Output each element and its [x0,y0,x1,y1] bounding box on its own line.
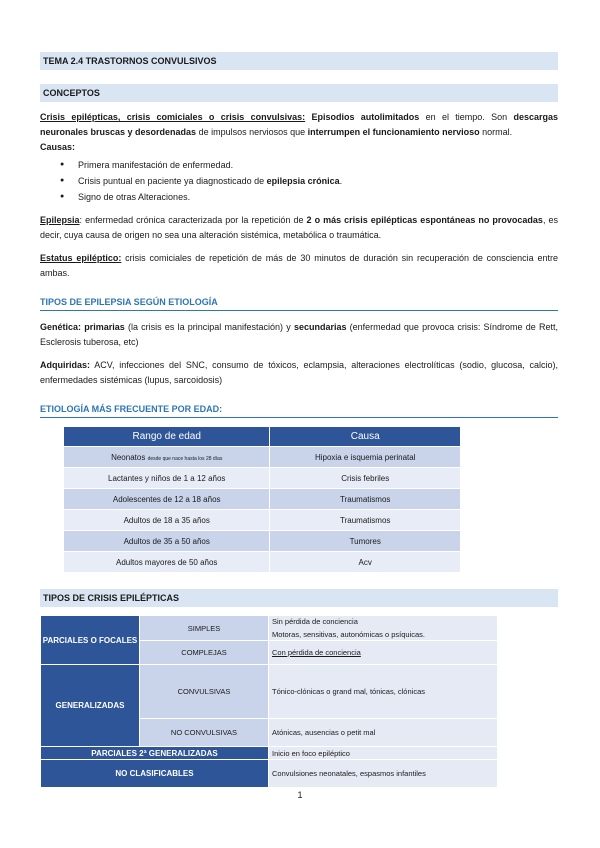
adquiridas-label: Adquiridas: [40,360,91,370]
age-cell [64,447,270,468]
simples-desc-1: Sin pérdida de conciencia [272,617,358,626]
section-heading-edad: ETIOLOGÍA MÁS FRECUENTE POR EDAD: [40,404,558,418]
epilepsia-text-1: : enfermedad crónica caracterizada por la repetición de [79,215,307,225]
age-cell: Adultos de 18 a 35 años [64,510,270,531]
crisis-def-1: Episodios autolimitados [305,112,420,122]
causa-text: Primera manifestación de enfermedad. [78,160,234,170]
cause-cell: Hipoxia e isquemia perinatal [270,447,461,468]
list-item [78,189,558,205]
table-row [64,531,461,552]
secundarias-term: secundarias [293,322,347,332]
genetica-text-2: (enfermedad que provoca crisis: Síndrome de Rett, Esclerosis tuberosa, etc) [40,322,558,347]
age-table [63,426,461,573]
causa-text: Signo de otras Alteraciones. [78,192,191,202]
column-header-cause: Causa [270,427,461,447]
column-header-age: Rango de edad [64,427,270,447]
parciales-generalizadas-desc-cell: Inicio en foco epiléptico [269,747,498,760]
document-title: TEMA 2.4 TRASTORNOS CONVULSIVOS [40,52,558,70]
neonatos-label: Neonatos [111,452,146,462]
list-item [78,157,558,173]
document-page [40,52,558,788]
causas-list [40,157,558,205]
section-heading-conceptos: CONCEPTOS [40,84,558,102]
complejas-desc-cell [269,641,498,665]
simples-desc-cell [269,616,498,641]
age-cell: Adolescentes de 12 a 18 años [64,489,270,510]
table-row [41,616,498,641]
causas-label: Causas: [40,142,76,152]
cause-cell: Crisis febriles [270,468,461,489]
epilepsia-term: Epilepsia [40,215,80,225]
estatus-text: crisis comiciales de repetición de más de 30 minutos de duración sin recuperación de consciencia entre ambas. [40,253,559,278]
table-row [41,747,498,760]
causa-end: . [339,176,343,186]
epilepsia-definition [40,213,558,243]
table-row [64,489,461,510]
crisis-def-2: en el tiempo. Son [419,112,514,122]
parciales-generalizadas-cell: PARCIALES 2ª GENERALIZADAS [41,747,269,760]
table-row [64,552,461,573]
no-convulsivas-desc-cell: Atónicas, ausencias o petit mal [269,719,498,747]
table-row [64,510,461,531]
causa-bold: epilepsia crónica [266,176,340,186]
cause-cell: Traumatismos [270,510,461,531]
section-heading-etiologia: TIPOS DE EPILEPSIA SEGÚN ETIOLOGÍA [40,297,558,311]
simples-desc-2: Motoras, sensitivas, autonómicas o psíquicas. [272,630,425,639]
generalizadas-cell: GENERALIZADAS [41,665,140,747]
no-clasificables-desc-cell: Convulsiones neonatales, espasmos infantiles [269,760,498,788]
causa-text: Crisis puntual en paciente ya diagnosticado de [78,176,267,186]
table-row [41,760,498,788]
epilepsia-text-2: 2 o más crisis epilépticas espontáneas no provocadas [306,215,543,225]
genetica-text-1: (la crisis es la principal manifestación) y [124,322,294,332]
crisis-definition [40,110,558,155]
crisis-def-5: interrumpen el funcionamiento nervioso [307,127,480,137]
simples-cell: SIMPLES [140,616,269,641]
cause-cell: Tumores [270,531,461,552]
section-heading-tipos: TIPOS DE CRISIS EPILÉPTICAS [40,589,558,607]
crisis-types-table [40,615,498,788]
table-header-row [64,427,461,447]
cause-cell: Acv [270,552,461,573]
convulsivas-desc-cell: Tónico-clónicas o grand mal, tónicas, clónicas [269,665,498,719]
complejas-cell: COMPLEJAS [140,641,269,665]
table-row [64,447,461,468]
crisis-def-6: normal. [479,127,513,137]
adquiridas-text: ACV, infecciones del SNC, consumo de tóxicos, eclampsia, alteraciones electrolíticas (sodio, glucosa, calcio), enfermedades sistémicas (lupus, sarcoidosis) [40,360,558,385]
no-convulsivas-cell: NO CONVULSIVAS [140,719,269,747]
age-cell: Adultos de 35 a 50 años [64,531,270,552]
crisis-def-4: de impulsos nerviosos que [196,127,308,137]
complejas-desc: Con pérdida de conciencia [272,648,361,657]
parciales-cell: PARCIALES O FOCALES [41,616,140,665]
neonatos-note: desde que nace hasta los 28 días [147,455,223,462]
age-cell: Lactantes y niños de 1 a 12 años [64,468,270,489]
primarias-term: primarias [84,322,125,332]
convulsivas-cell: CONVULSIVAS [140,665,269,719]
genetica-paragraph [40,320,558,350]
epilepsia-text-3: , es decir, cuya causa de origen no sea una alteración sistémica, metabólica o traumática. [40,215,558,240]
page-number: 1 [297,790,303,800]
age-cell: Adultos mayores de 50 años [64,552,270,573]
estatus-definition [40,251,558,281]
list-item [78,173,558,189]
table-row [41,665,498,719]
crisis-def-3: descargas neuronales bruscas y desordenadas [40,112,558,137]
crisis-term: Crisis epilépticas, crisis comiciales o crisis convulsivas: [40,112,306,122]
genetica-label: Genética: [40,322,82,332]
estatus-term: Estatus epiléptico: [40,253,122,263]
table-row [64,468,461,489]
cause-cell: Traumatismos [270,489,461,510]
adquiridas-paragraph [40,358,558,388]
no-clasificables-cell: NO CLASIFICABLES [41,760,269,788]
